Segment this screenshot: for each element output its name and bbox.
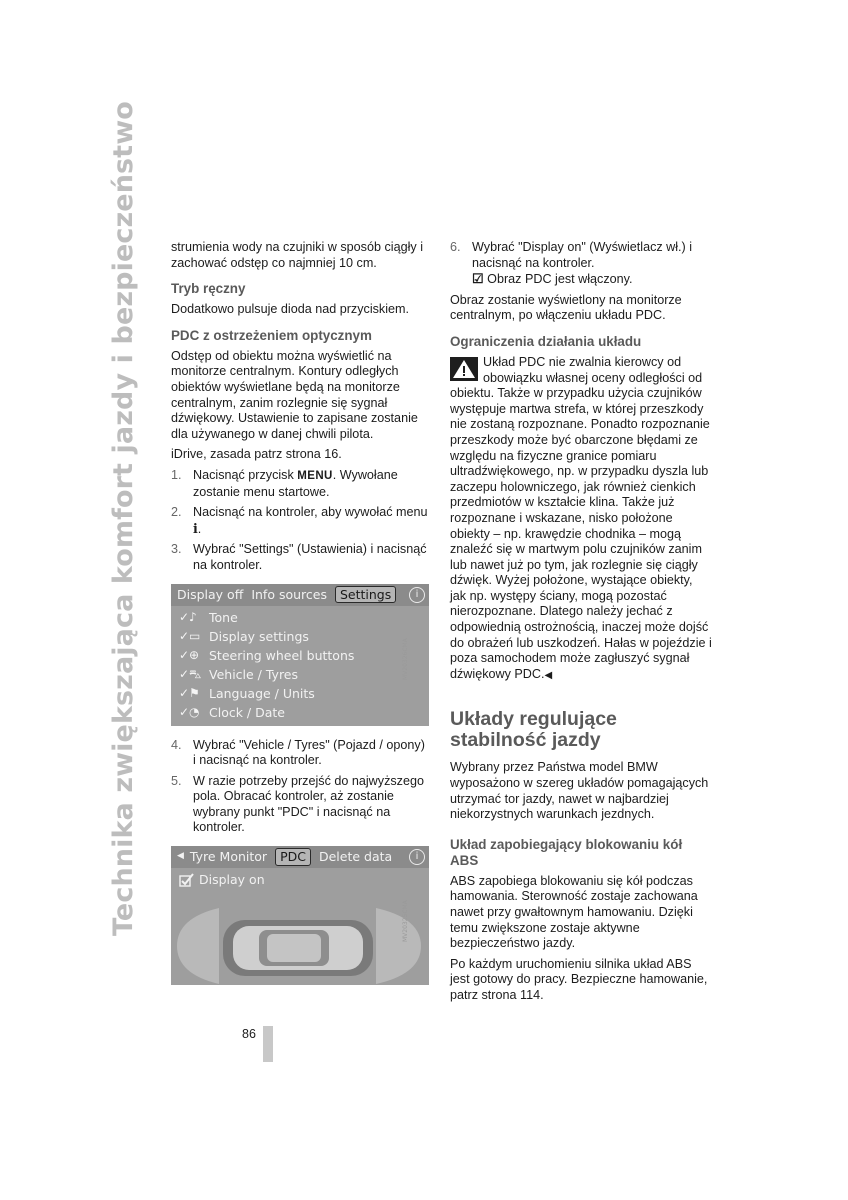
display-shown-text: Obraz zostanie wyświetlony na monitorze centralnym, po włączeniu układu PDC. (450, 292, 682, 323)
checkmark-icon: ☑ (472, 271, 484, 287)
tab-settings[interactable]: Settings (335, 586, 396, 604)
limits-heading: Ograniczenia działania układu (450, 333, 642, 349)
stability-heading: Układy regulujące stabilność jazdy (450, 708, 617, 752)
step-2: 2. Nacisnąć na kontroler, aby wywołać menu i. (171, 505, 428, 536)
info-icon[interactable]: i (409, 849, 425, 865)
step-number: 1. (171, 467, 182, 482)
steering-wheel-icon: ✓⊕ (179, 648, 200, 663)
right-column (450, 240, 712, 1009)
abs-text-1: ABS zapobiega blokowaniu się kół podczas hamowania. Sterowność zostaje zachowana nawet przy gwałtownym hamowaniu. Dzięki temu zwiększone zostaje aktywne bezpieczeństwo jazdy. (450, 873, 698, 951)
pdc-screen (171, 846, 429, 985)
manual-mode-heading: Tryb ręczny (171, 281, 246, 297)
check-display-icon: ✓▭ (179, 629, 201, 644)
page-number: 86 (242, 1027, 256, 1041)
info-icon[interactable]: i (409, 587, 425, 603)
settings-list (171, 606, 429, 723)
image-code: MV20325CMA (402, 900, 410, 943)
step-6: 6. Wybrać "Display on" (Wyświetlacz wł.) i nacisnąć na kontroler. ☑ Obraz PDC jest włączony. (450, 240, 693, 287)
abs-heading: Układ zapobiegający blokowaniu kół ABS (450, 836, 683, 868)
step-number: 6. (450, 240, 461, 254)
pdc-optical-text: Odstęp od obiektu można wyświetlić na monitorze centralnym. Kontury odległych obiektów wyświetlane będą na monitorze centralnym, zanim rozlegnie się sygnał dźwiękowy. Ustawienie to zapisane zostanie dla używanego w danej chwili pilota. (171, 348, 418, 441)
step-3: 3. Wybrać "Settings" (Ustawienia) i nacisnąć na kontroler. (171, 542, 427, 572)
settings-screen (171, 584, 429, 726)
step-number: 5. (171, 773, 182, 788)
step-1: 1. Nacisnąć przycisk MENU. Wywołane zostanie menu startowe. (171, 467, 398, 499)
end-mark-icon: ◀ (544, 669, 553, 681)
tab-tyre-monitor[interactable]: Tyre Monitor (189, 849, 268, 865)
step-number: 2. (171, 505, 182, 520)
info-menu-icon: i (193, 520, 198, 536)
limits-text: Układ PDC nie zwalnia kierowcy od obowiązku własnej oceny odległości od obiektu. Także w przypadku użycia czujników występuje martwa strefa, w której przeszkody nie zostaną rozpoznane. Ponadto rozpoznanie przeszkody może być obarczone błędami ze względu na fizyczne granice pomiaru ultradźwiękowego, np. w przypadku dyszla lub zaczepu holowniczego, jak również cienkich przedmiotów w kształcie klina. Także już rozpoznane i wskazane, nisko położone obiekty – np. krawędzie chodnika – mogą znaleźć się w martwym polu czujników zanim lub nawet już po tym, jak rozlegnie się ciągły dźwięk. Wyżej położone, wystające obiekty, jak np. występy ściany, mogą pozostać nierozpoznane. Dlatego należy jechać z odpowiednią ostrożnością, inaczej może dojść do obrażeń lub uszkodzeń. Hałas w pojeździe i poza samochodem może zagłuszyć sygnał dźwiękowy PDC.◀ (450, 354, 712, 681)
menu-item-vehicle-tyres[interactable]: ✓⛍ Vehicle / Tyres (179, 667, 299, 683)
clock-icon: ✓◔ (179, 705, 200, 720)
idrive-reference: iDrive, zasada patrz strona 16. (171, 447, 342, 462)
arrow-left-icon[interactable]: ◀ (177, 851, 184, 862)
menu-key-label: MENU (297, 469, 333, 482)
step-4: 4. Wybrać "Vehicle / Tyres" (Pojazd / opony) i nacisnąć na kontroler. (171, 737, 425, 768)
step-number: 3. (171, 542, 182, 557)
tab-display-off[interactable]: Display off (177, 586, 244, 602)
flag-icon: ✓⚑ (179, 686, 200, 701)
pdc-optical-heading: PDC z ostrzeżeniem optycznym (171, 327, 372, 343)
left-column (171, 240, 429, 997)
step-5: 5. W razie potrzeby przejść do najwyższego pola. Obracać kontroler, aż zostanie wybrany punkt "PDC" i nacisnąć na kontroler. (171, 773, 424, 835)
stability-text: Wybrany przez Państwa model BMW wyposażono w szereg układów pomagających utrzymać tor jazdy, nawet w najbardziej niekorzystnych warunkach jezdnych. (450, 760, 709, 822)
step-6-result: Obraz PDC jest włączony. (487, 272, 633, 287)
page-marker-bar (263, 1026, 273, 1062)
menu-item-clock-date[interactable]: ✓◔ Clock / Date (179, 705, 285, 721)
vehicle-icon: ✓⛍ (179, 667, 202, 682)
settings-tab-bar (171, 584, 429, 606)
warning-icon (450, 357, 478, 381)
abs-text-2: Po każdym uruchomieniu silnika układ ABS jest gotowy do pracy. Bezpieczne hamowanie, patrz strona 114. (450, 956, 708, 1002)
intro-paragraph: strumienia wody na czujniki w sposób ciągły i zachować odstęp co najmniej 10 cm. (171, 240, 423, 270)
menu-item-tone[interactable]: ✓♪ Tone (179, 610, 238, 626)
display-on-option[interactable]: Display on (179, 872, 265, 888)
side-title: Technika zwiększająca komfort jazdy i bezpieczeństwo (108, 101, 139, 936)
menu-item-display-settings[interactable]: ✓▭ Display settings (179, 629, 309, 645)
check-tone-icon: ✓♪ (179, 610, 197, 625)
image-code: MV20326CMA (402, 637, 410, 680)
tab-delete-data[interactable]: Delete data (318, 849, 393, 865)
menu-item-steering-wheel-buttons[interactable]: ✓⊕ Steering wheel buttons (179, 648, 355, 664)
menu-item-language-units[interactable]: ✓⚑ Language / Units (179, 686, 315, 702)
step-number: 4. (171, 737, 182, 752)
pdc-tab-bar (171, 846, 429, 868)
tab-info-sources[interactable]: Info sources (251, 586, 327, 602)
car-top-view-icon (171, 868, 429, 985)
manual-mode-text: Dodatkowo pulsuje dioda nad przyciskiem. (171, 302, 410, 317)
tab-pdc[interactable]: PDC (275, 848, 311, 866)
